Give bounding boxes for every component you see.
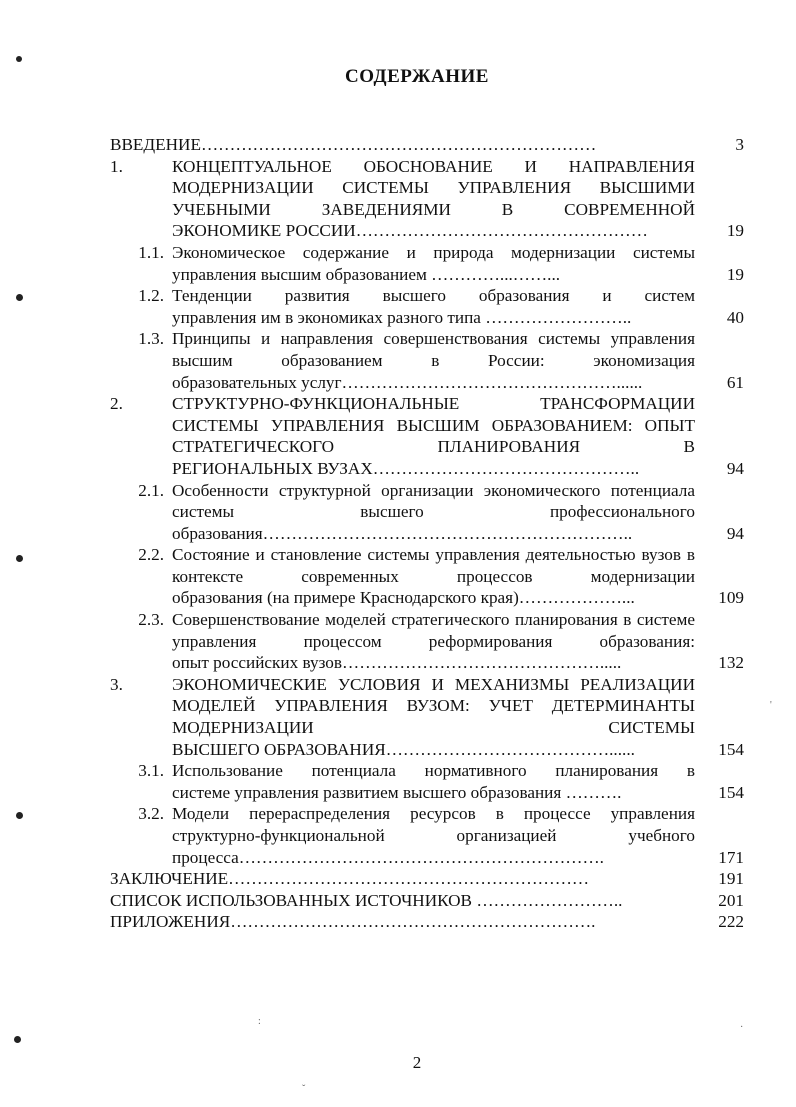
scan-speck: · xyxy=(740,1022,744,1033)
toc-entry-title-text: КОНЦЕПТУАЛЬНОЕ ОБОСНОВАНИЕ И НАПРАВЛЕНИЯ МОДЕРНИЗАЦИИ СИСТЕМЫ УПРАВЛЕНИЯ ВЫСШИМИ УЧЕБНЫМИ ЗАВЕДЕНИЯМИ В СОВРЕМЕННОЙ xyxy=(172,156,695,219)
toc-entry[interactable] xyxy=(110,328,744,393)
toc-entry-title-leader: РЕГИОНАЛЬНЫХ ВУЗАХ……………………………………….. xyxy=(172,458,640,478)
toc-entry[interactable] xyxy=(110,480,744,545)
toc-entry[interactable] xyxy=(110,393,744,479)
toc-entry-title xyxy=(172,242,695,285)
toc-entry-title-text: СТРУКТУРНО-ФУНКЦИОНАЛЬНЫЕ ТРАНСФОРМАЦИИ СИСТЕМЫ УПРАВЛЕНИЯ ВЫСШИМ ОБРАЗОВАНИЕМ: ОПЫТ СТРАТЕГИЧЕСКОГО ПЛАНИРОВАНИЯ В xyxy=(172,394,695,457)
scan-dot xyxy=(16,294,23,301)
page-number: 2 xyxy=(412,1053,422,1072)
toc-entry-number: 2.2. xyxy=(138,545,164,565)
toc-entry-number: 1.2. xyxy=(138,286,164,306)
toc-entry-page: 154 xyxy=(718,782,744,802)
toc-entry-page: 3 xyxy=(735,135,744,154)
toc-entry-title-leader: ЭКОНОМИКЕ РОССИИ…………………………………………… xyxy=(172,221,648,241)
toc-entry[interactable] xyxy=(110,609,744,674)
toc-entry[interactable] xyxy=(110,760,744,803)
toc-entry-title xyxy=(172,393,695,479)
toc-entry-title xyxy=(172,544,695,609)
toc-entry-title xyxy=(172,760,695,803)
toc-entry-number: 2. xyxy=(110,394,123,414)
toc-entry-title-text: Модели перераспределения ресурсов в процессе управления структурно-функциональной организацией учебного xyxy=(172,804,695,845)
toc-entry-page: 19 xyxy=(726,264,744,284)
toc-entry-title xyxy=(172,328,695,393)
toc-entry-page: 154 xyxy=(718,739,744,759)
toc-entry-title-leader: процесса………………………………………………………. xyxy=(172,847,604,867)
toc-entry-title: ВВЕДЕНИЕ…………………………………………………………… xyxy=(110,135,597,154)
toc-entry-title-leader: образовательных услуг…………………………………………...... xyxy=(172,372,643,392)
toc-entry-title-text: Совершенствование моделей стратегического планирования в системе управления процессом реформирования образования: xyxy=(172,610,695,651)
toc-entry-page: 61 xyxy=(726,372,744,392)
toc-entry[interactable] xyxy=(110,674,744,760)
toc-entry[interactable] xyxy=(110,134,744,156)
toc-entry-title-text: Принципы и направления совершенствования системы управления высшим образованием в России: экономизация xyxy=(172,329,695,370)
toc-entry-title xyxy=(172,285,695,328)
toc-entry-title-text: Экономическое содержание и природа модернизации системы xyxy=(172,242,695,262)
toc-entry-number: 2.3. xyxy=(138,610,164,630)
toc-entry[interactable] xyxy=(110,803,744,868)
toc-entry-number: 3.1. xyxy=(138,761,164,781)
toc-entry-title-leader: управления им в экономиках разного типа …………………….. xyxy=(172,307,632,327)
scan-speck: ' xyxy=(770,700,772,711)
toc-entry-title: СПИСОК ИСПОЛЬЗОВАННЫХ ИСТОЧНИКОВ …………………….. xyxy=(110,890,623,910)
toc-entry-number: 1.3. xyxy=(138,329,164,349)
toc-entry-number: 1.1. xyxy=(138,242,164,262)
toc-entry-title-leader: образования (на примере Краснодарского края)………………... xyxy=(172,588,635,608)
toc-entry[interactable] xyxy=(110,911,744,933)
toc-entry-page: 191 xyxy=(718,869,744,889)
scan-dot xyxy=(16,555,23,562)
toc-entry-title-text: Тенденции развития высшего образования и систем xyxy=(172,286,695,306)
toc-entry-title xyxy=(172,156,695,242)
toc-entry[interactable] xyxy=(110,868,744,890)
toc-entry-page: 201 xyxy=(718,890,744,910)
toc-entry-title-leader: управления высшим образованием …………...……... xyxy=(172,264,561,284)
table-of-contents xyxy=(110,134,744,933)
toc-entry-title: ПРИЛОЖЕНИЯ………………………………………………………. xyxy=(110,912,596,932)
toc-entry[interactable] xyxy=(110,156,744,242)
toc-entry-title xyxy=(172,480,695,545)
page-title: СОДЕРЖАНИЕ xyxy=(345,66,489,87)
scan-speck: : xyxy=(258,1016,261,1027)
scan-speck: ˇ xyxy=(302,1084,306,1095)
toc-entry-title xyxy=(172,803,695,868)
toc-entry-number: 3.2. xyxy=(138,804,164,824)
scan-dot xyxy=(14,1036,21,1043)
scan-dot xyxy=(16,56,22,62)
toc-entry-number: 1. xyxy=(110,156,123,176)
toc-entry[interactable] xyxy=(110,890,744,912)
toc-entry-title xyxy=(172,674,695,760)
toc-entry-title-leader: системе управления развитием высшего образования ………. xyxy=(172,782,622,802)
scan-dot xyxy=(16,812,23,819)
toc-entry-title: ЗАКЛЮЧЕНИЕ……………………………………………………… xyxy=(110,869,590,889)
toc-entry-title-text: Использование потенциала нормативного планирования в xyxy=(172,761,695,781)
toc-entry-number: 3. xyxy=(110,674,123,694)
toc-entry-page: 109 xyxy=(718,588,744,608)
toc-entry-page: 40 xyxy=(726,307,744,327)
toc-entry-page: 94 xyxy=(726,523,744,543)
toc-entry-page: 94 xyxy=(726,458,744,478)
toc-entry-page: 222 xyxy=(718,912,744,932)
toc-entry-title-text: Состояние и становление системы управления деятельностью вузов в контексте современных процессов модернизации xyxy=(172,545,695,586)
toc-entry-page: 171 xyxy=(718,847,744,867)
toc-entry-title-text: Особенности структурной организации экономического потенциала системы высшего профессионального xyxy=(172,480,695,522)
toc-entry-title-leader: опыт российских вузов………………………………………..... xyxy=(172,653,622,673)
toc-entry-number: 2.1. xyxy=(138,480,164,500)
toc-entry-page: 19 xyxy=(726,221,744,241)
toc-entry-title-leader: образования……………………………………………………….. xyxy=(172,523,633,543)
toc-entry[interactable] xyxy=(110,544,744,609)
toc-entry-title-text: ЭКОНОМИЧЕСКИЕ УСЛОВИЯ И МЕХАНИЗМЫ РЕАЛИЗАЦИИ МОДЕЛЕЙ УПРАВЛЕНИЯ ВУЗОМ: УЧЕТ ДЕТЕРМИНАНТЫ МОДЕРНИЗАЦИИ СИСТЕМЫ xyxy=(172,674,695,738)
toc-entry-title-leader: ВЫСШЕГО ОБРАЗОВАНИЯ…………………………………...... xyxy=(172,739,635,759)
toc-entry[interactable] xyxy=(110,285,744,328)
toc-entry-title xyxy=(172,609,695,674)
toc-entry-page: 132 xyxy=(718,653,744,673)
toc-entry[interactable] xyxy=(110,242,744,285)
